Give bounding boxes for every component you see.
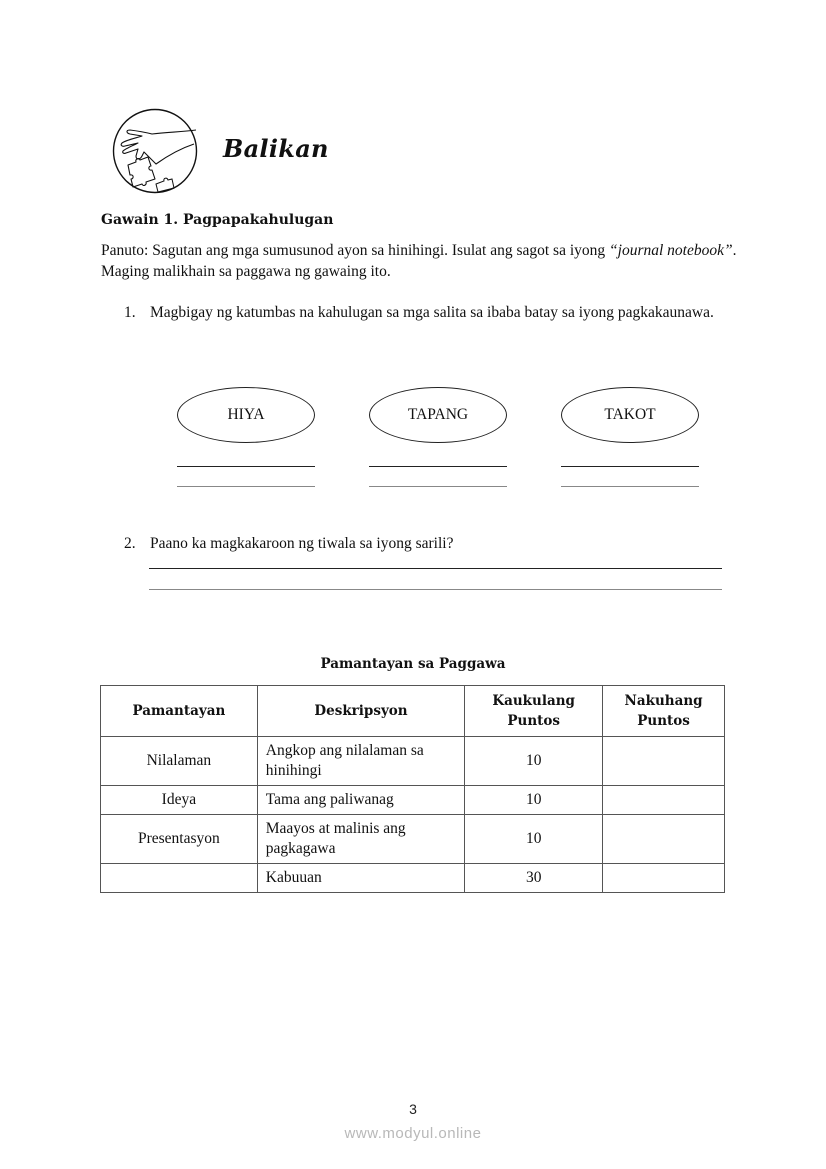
header-kaukulang-puntos: Kaukulang Puntos — [465, 686, 603, 737]
answer-line-tapang-1[interactable] — [369, 466, 507, 467]
instructions-prefix: Panuto: Sagutan ang mga sumusunod ayon sa hinihingi. Isulat ang sagot sa iyong — [101, 242, 610, 259]
criterion — [101, 864, 258, 893]
question-1 — [124, 302, 734, 323]
earned-total[interactable] — [603, 864, 725, 893]
instructions-suffix: . Maging malikhain sa paggawa ng gawaing ito. — [101, 242, 737, 280]
word-oval-hiya: HIYA — [177, 387, 315, 443]
table-row — [101, 786, 725, 815]
criterion: Ideya — [101, 786, 258, 815]
max-points: 10 — [465, 815, 603, 864]
activity-title: Gawain 1. Pagpapakahulugan — [101, 212, 334, 228]
max-points: 10 — [465, 737, 603, 786]
table-row-total — [101, 864, 725, 893]
max-points: 10 — [465, 786, 603, 815]
description: Angkop ang nilalaman sa hinihingi — [257, 737, 465, 786]
total-points: 30 — [465, 864, 603, 893]
earned-points[interactable] — [603, 815, 725, 864]
watermark: www.modyul.online — [344, 1125, 482, 1142]
hand-puzzle-piece-icon — [112, 108, 198, 194]
word-oval-takot: TAKOT — [561, 387, 699, 443]
rubric-table — [100, 685, 725, 893]
question-2 — [124, 533, 734, 554]
answer-line-takot-1[interactable] — [561, 466, 699, 467]
word-oval-tapang: TAPANG — [369, 387, 507, 443]
earned-points[interactable] — [603, 737, 725, 786]
header-nakuhang-puntos: Nakuhang Puntos — [603, 686, 725, 737]
answer-line-hiya-2[interactable] — [177, 486, 315, 487]
answer-line-tapang-2[interactable] — [369, 486, 507, 487]
table-row — [101, 737, 725, 786]
page-number: 3 — [409, 1101, 417, 1117]
instructions — [101, 240, 741, 282]
question-number: 1. — [124, 304, 136, 321]
table-row — [101, 815, 725, 864]
section-title: Balikan — [223, 134, 329, 163]
rubric-title: Pamantayan sa Paggawa — [320, 656, 506, 672]
description: Maayos at malinis ang pagkagawa — [257, 815, 465, 864]
question-number: 2. — [124, 535, 136, 552]
criterion: Nilalaman — [101, 737, 258, 786]
question-text: Magbigay ng katumbas na kahulugan sa mga salita sa ibaba batay sa iyong pagkakaunawa. — [150, 304, 714, 321]
answer-line-takot-2[interactable] — [561, 486, 699, 487]
header-deskripsyon: Deskripsyon — [257, 686, 465, 737]
rubric-header-row — [101, 686, 725, 737]
criterion: Presentasyon — [101, 815, 258, 864]
answer-line-q2-2[interactable] — [149, 589, 722, 590]
instructions-emphasis: “journal notebook” — [609, 242, 733, 259]
total-label: Kabuuan — [257, 864, 465, 893]
answer-line-hiya-1[interactable] — [177, 466, 315, 467]
header-pamantayan: Pamantayan — [101, 686, 258, 737]
description: Tama ang paliwanag — [257, 786, 465, 815]
question-text: Paano ka magkakaroon ng tiwala sa iyong sarili? — [150, 535, 454, 552]
answer-line-q2-1[interactable] — [149, 568, 722, 569]
earned-points[interactable] — [603, 786, 725, 815]
